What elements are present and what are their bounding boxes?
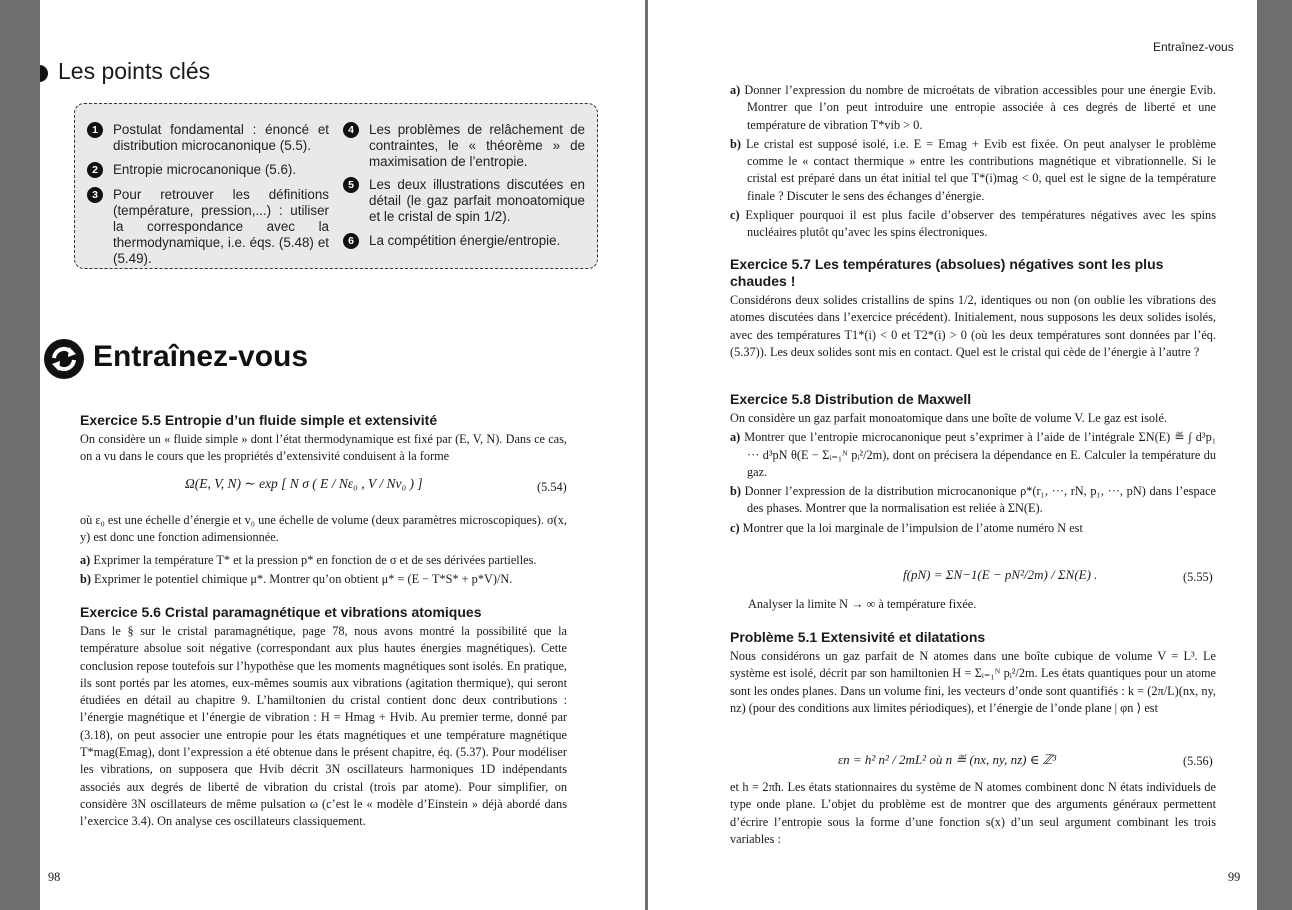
right-page: Entraînez-vous a) Donner l’expression du nombre de microétats de vibration accessibles pour une énergie Evib. Montrer que l’on peut introduire une entropie associée à ces degrés de liberté et une température de vibration T*vib > 0. b) Le cristal est supposé isolé, i.e. E = Emag + Evib est fixée. On peut analyser le problème comme le « contact thermique » entre les contributions magnétique et vibrationnelle. Si le cristal est préparé dans un état initial tel que T*(i)mag < 0, quel est le signe de la température finale ? Discuter le sens des échanges d’énergie. c) Expliquer pourquoi il est plus facile d’observer des températures négatives avec les spins nucléaires plutôt qu’avec les spins électroniques. Exercice 5.7 Les températures (absolues) négatives sont les plus chaudes ! Considérons deux solides cristallins de spins 1/2, identiques ou non (on oublie les vibrations des atomes discutées dans l’exercice précédent). Initialement, nous supposons les deux solides isolés, avec des températures T1*(i) < 0 et T2*(i) > 0 (où les deux températures sont données par l’éq. (5.37)). Les deux solides sont mis en contact. Quel est le cristal qui cède de l’énergie à l’autre ? Exercice 5.8 Distribution de Maxwell On considère un gaz parfait monoatomique dans une boîte de volume V. Le gaz est isolé. a) Montrer que l’entropie microcanonique peut s’exprimer à l’aide de l’intégrale ΣN(E) ≝ ∫ d³p₁ ··· d³pN θ(E − Σᵢ₌₁ᴺ pᵢ²/2m), dont on précisera la dépendance en E. Calculer la température du gaz. b) Donner l’expression de la distribution microcanonique ρ*(r₁, ···, rN, p₁, ···, pN) dans l’espace des phases. Montrer que la normalisation est reliée à ΣN(E). c) Montrer que la loi marginale de l’impulsion de l’atome numéro N est f(pN) = ΣN−1(E − pN²/2m) / ΣN(E) . (5.55) Analyser la limite N → ∞ à température fixée. Problème 5.1 Extensivité et dilatations Nous considérons un gaz parfait de N atomes dans une boîte cubique de volume V = L³. Le système est isolé, décrit par son hamiltonien H = Σᵢ₌₁ᴺ pᵢ²/2m. Les états quantiques pour un atome sont les ondes planes. Dans un volume fini, les vecteurs d’onde sont quantifiés : k = (2π/L)(nx, ny, nz) (pour des conditions aux limites périodiques), et l’énergie de l’onde plane | φn ⟩ est εn = h² n² / 2mL² où n ≝ (nx, ny, nz) ∈ ℤ³ (5.56) et h = 2πħ. Les états stationnaires du système de N atomes combinent donc N états individuels de type onde plane. L’objet du problème est de montrer que des arguments généraux permettent d’écrire l’entropie sous la forme d’une fonction s(x) d’un seul argument combinant les trois variables : 99 — [648, 0, 1257, 910]
keypoint-5: Les deux illustrations discutées en détail (le gaz parfait monoatomique et le cristal de spin 1/2). — [369, 177, 585, 224]
exercise-5-6-question-c: Expliquer pourquoi il est plus facile d’observer des températures négatives avec les spins nucléaires plutôt qu’avec les spins électroniques. — [745, 208, 1216, 240]
refresh-icon — [43, 338, 85, 380]
exercise-5-6-title: Exercice 5.6 Cristal paramagnétique et vibrations atomiques — [80, 604, 482, 620]
problem-5-1-title: Problème 5.1 Extensivité et dilatations — [730, 629, 986, 645]
exercise-5-8-question-a: Montrer que l’entropie microcanonique peut s’exprimer à l’aide de l’intégrale ΣN(E) ≝ ∫ d³p₁ ··· d³pN θ(E − Σᵢ₌₁ᴺ pᵢ²/2m), dont on précisera la dépendance en E. Calculer la température du gaz. — [744, 430, 1217, 479]
keypoint-4: Les problèmes de relâchement de contraintes, le « théorème » de maximisation de l’entropie. — [369, 122, 585, 169]
equation-number-5-56: (5.56) — [1183, 754, 1213, 768]
keypoints-title: Les points clés — [58, 58, 211, 84]
page-number-right: 99 — [1228, 870, 1241, 884]
exercise-5-5-question-a: Exprimer la température T* et la pression p* en fonction de σ et de ses dérivées partielles. — [93, 552, 537, 567]
section-bullet-icon — [40, 65, 48, 82]
exercise-5-8-question-b: Donner l’expression de la distribution microcanonique ρ*(r₁, ···, rN, p₁, ···, pN) dans l’espace des phases. Montrer que la normalisation est reliée à ΣN(E). — [744, 484, 1216, 516]
equation-5-54: Ω(E, V, N) ∼ exp [ N σ ( E / Nε₀ , V / Nv₀ ) ] — [185, 476, 423, 491]
exercise-5-6-question-b: Le cristal est supposé isolé, i.e. E = Emag + Evib est fixée. On peut analyser le problème comme le « contact thermique » entre les contributions magnétique et vibrationnelle. Si le cristal est préparé dans un état initial tel que T*(i)mag < 0, quel est le signe de la température finale ? Discuter le sens des échanges d’énergie. — [745, 136, 1216, 203]
exercise-5-7-title: Exercice 5.7 Les températures (absolues) négatives sont les plus chaudes ! — [730, 256, 1164, 289]
keypoint-1: Postulat fondamental : énoncé et distribution microcanonique (5.5). — [113, 122, 329, 153]
exercise-5-8-question-c: Montrer que la loi marginale de l’impulsion de l’atome numéro N est — [742, 520, 1083, 535]
exercise-5-5-title: Exercice 5.5 Entropie d’un fluide simple et extensivité — [80, 412, 438, 428]
left-page: Les points clés 1 Postulat fondamental : énoncé et distribution microcanonique (5.5). 2 Entropie microcanonique (5.6). 3 Pour retrouver les définitions (température, pression,...) : utiliser la correspondance avec la thermodynamique, i.e. éqs. (5.48) et (5.49). 4 Les problèmes de relâchement de contraintes, le « théorème » de maximisation de l’entropie. 5 Les deux illustrations discutées en détail (le gaz parfait monoatomique et le cristal de spin 1/2). 6 La compétition énergie/entropie. Entraînez-vous Exercice 5.5 Entropie d’un fluide simple et extensivité On considère un « fluide simple » dont l’état thermodynamique est fixé par (E, V, N). Dans ce cas, on a vu dans le cours que les propriétés d’extensivité conduisent à la forme Ω(E, V, N) ∼ exp [ N σ ( E / Nε₀ , V / Nv₀ ) ] (5.54) où ε₀ est une échelle d’énergie et v₀ une échelle de volume (deux paramètres microscopiques). σ(x, y) est donc une fonction adimensionnée. a) Exprimer la température T* et la pression p* en fonction de σ et de ses dérivées partielles. b) Exprimer le potentiel chimique μ*. Montrer qu’on obtient μ* = (E − T*S* + p*V)/N. Exercice 5.6 Cristal paramagnétique et vibrations atomiques Dans le § sur le cristal paramagnétique, page 78, nous avons montré la possibilité que la température absolue soit négative (correspondant aux plus hautes énergies magnétiques). Cette conclusion repose toutefois sur l’hypothèse que les moments magnétiques sont isolés. En pratique, ils sont portés par les atomes, eux-mêmes soumis aux vibrations (agitation thermique), qui seront étudiées en détail au chapitre 9. L’hamiltonien du cristal contient donc deux contributions : l’énergie magnétique et l’énergie de vibration : H = Hmag + Hvib. Au premier terme, donné par (3.18), on peut associer une entropie pour les états magnétiques et une température magnétique T*mag(Emag), dont l’expression a été obtenue dans le présent chapitre, éq. (5.37). Pour modéliser les vibrations, on supposera que Hvib décrit 3N oscillateurs harmoniques 1D indépendants associés aux degrés de liberté de vibration du cristal (trois par atome). Pour simplifier, on considère 3N oscillateurs de même pulsation ω (c’est le « modèle d’Einstein » déjà abordé dans l’exercice 3.4). On analyse ces oscillateurs classiquement. 98 — [40, 0, 645, 910]
problem-5-1-text: Nous considérons un gaz parfait de N atomes dans une boîte cubique de volume V = L³. Le système est isolé, décrit par son hamiltonien H = Σᵢ₌₁ᴺ pᵢ²/2m. Les états quantiques pour un atome sont les ondes planes. Dans un volume fini, les vecteurs d’onde sont quantifiés : k = (2π/L)(nx, ny, nz) (pour des conditions aux limites périodiques), et l’énergie de l’onde plane | φn ⟩ est — [730, 649, 1216, 715]
keypoint-3: Pour retrouver les définitions (température, pression,...) : utiliser la correspondance avec la thermodynamique, i.e. éqs. (5.48) et (5.49). — [113, 187, 329, 266]
running-header: Entraînez-vous — [1153, 40, 1234, 54]
exercise-5-5-question-b: Exprimer le potentiel chimique μ*. Montrer qu’on obtient μ* = (E − T*S* + p*V)/N. — [94, 571, 513, 586]
keypoint-number-3: 3 — [87, 187, 103, 203]
keypoint-number-5: 5 — [343, 177, 359, 193]
page-number-left: 98 — [48, 870, 61, 884]
equation-5-55: f(pN) = ΣN−1(E − pN²/2m) / ΣN(E) . — [903, 567, 1098, 582]
exercise-5-6-text: Dans le § sur le cristal paramagnétique, page 78, nous avons montré la possibilité que la température absolue soit négative (correspondant aux plus hautes énergies magnétiques). Cette conclusion repose toutefois sur l’hypothèse que les moments magnétiques sont isolés. En pratique, ils sont portés par les atomes, eux-mêmes soumis aux vibrations (agitation thermique), qui seront étudiées en détail au chapitre 9. L’hamiltonien du cristal contient donc deux contributions : l’énergie magnétique et l’énergie de vibration : H = Hmag + Hvib. Au premier terme, donné par (3.18), on peut associer une entropie pour les états magnétiques et une température magnétique T*mag(Emag), dont l’expression a été obtenue dans le présent chapitre, éq. (5.37). Pour modéliser les vibrations, on supposera que Hvib décrit 3N oscillateurs harmoniques 1D indépendants associés aux degrés de liberté de vibration du cristal (trois par atome). Pour simplifier, on considère 3N oscillateurs de même pulsation ω (c’est le « modèle d’Einstein » déjà abordé dans l’exercice 3.4). On analyse ces oscillateurs classiquement. — [80, 624, 567, 829]
keypoint-6: La compétition énergie/entropie. — [369, 233, 561, 248]
exercise-5-8-conclusion: Analyser la limite N → ∞ à température fixée. — [748, 597, 977, 611]
equation-number-5-54: (5.54) — [537, 480, 567, 494]
exercise-5-5-text: où ε₀ est une échelle d’énergie et v₀ une échelle de volume (deux paramètres microscopiques). σ(x, y) est donc une fonction adimensionnée. — [80, 513, 567, 545]
keypoint-number-4: 4 — [343, 122, 359, 138]
problem-5-1-continuation: et h = 2πħ. Les états stationnaires du système de N atomes combinent donc N états individuels de type onde plane. L’objet du problème est de montrer que des arguments généraux permettent d’écrire l’entropie sous la forme d’une fonction s(x) d’un seul argument combinant les trois variables : — [730, 780, 1216, 846]
section-title: Entraînez-vous — [93, 340, 309, 373]
exercise-5-6-question-a: Donner l’expression du nombre de microétats de vibration accessibles pour une énergie Evib. Montrer que l’on peut introduire une entropie associée à ces degrés de liberté et une température de vibration T*vib > 0. — [744, 83, 1216, 132]
exercise-5-5-intro: On considère un « fluide simple » dont l’état thermodynamique est fixé par (E, V, N). Dans ce cas, on a vu dans le cours que les propriétés d’extensivité conduisent à la forme — [80, 432, 567, 464]
exercise-5-8-title: Exercice 5.8 Distribution de Maxwell — [730, 391, 972, 407]
equation-number-5-55: (5.55) — [1183, 570, 1213, 584]
exercise-5-7-text: Considérons deux solides cristallins de spins 1/2, identiques ou non (on oublie les vibrations des atomes discutées dans l’exercice précédent). Initialement, nous supposons les deux solides isolés, avec des températures T1*(i) < 0 et T2*(i) > 0 (où les deux températures sont données par l’éq. (5.37)). Les deux solides sont mis en contact. Quel est le cristal qui cède de l’énergie à l’autre ? — [730, 293, 1216, 359]
keypoint-number-6: 6 — [343, 233, 359, 249]
exercise-5-8-intro: On considère un gaz parfait monoatomique dans une boîte de volume V. Le gaz est isolé. — [730, 411, 1167, 425]
equation-5-56: εn = h² n² / 2mL² où n ≝ (nx, ny, nz) ∈ ℤ³ — [838, 752, 1057, 767]
keypoint-2: Entropie microcanonique (5.6). — [113, 162, 297, 177]
keypoint-number-1: 1 — [87, 122, 103, 138]
keypoint-number-2: 2 — [87, 162, 103, 178]
